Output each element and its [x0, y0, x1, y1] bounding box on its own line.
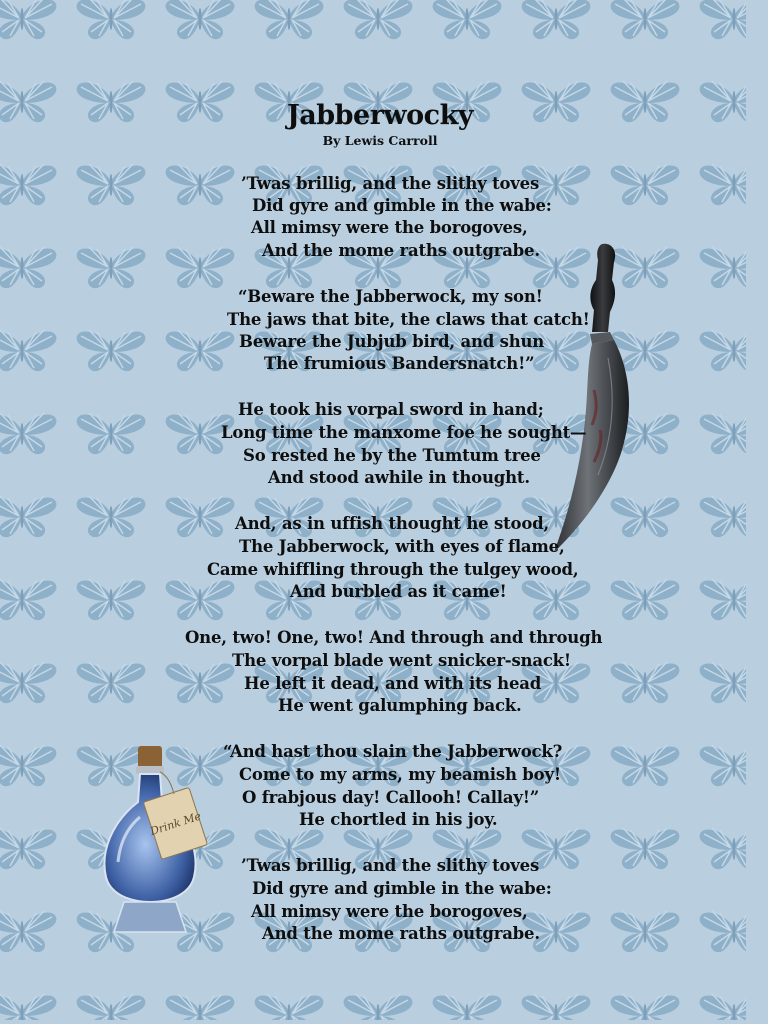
poem-line: He left it dead, and with its head — [244, 674, 542, 693]
poem-line: So rested he by the Tumtum tree — [243, 446, 541, 465]
poem-line: One, two! One, two! And through and through — [185, 628, 603, 647]
poem-line: All mimsy were the borogoves, — [251, 902, 528, 921]
poem-line: “Beware the Jabberwock, my son! — [238, 287, 543, 306]
poem-line: ’Twas brillig, and the slithy toves — [241, 856, 540, 875]
poem-line: O frabjous day! Callooh! Callay!” — [242, 788, 540, 807]
poem-line: He took his vorpal sword in hand; — [238, 400, 544, 419]
poem-line: He chortled in his joy. — [299, 810, 498, 829]
poem-line: Came whiffling through the tulgey wood, — [207, 560, 579, 579]
poem-line: Beware the Jubjub bird, and shun — [239, 332, 545, 351]
poem-line: Long time the manxome foe he sought— — [221, 423, 587, 442]
poem-line: ’Twas brillig, and the slithy toves — [241, 174, 540, 193]
poem-line: The jaws that bite, the claws that catch! — [227, 310, 590, 329]
bottle-tag-label: Drink Me — [148, 809, 203, 839]
poem-line: “And hast thou slain the Jabberwock? — [223, 742, 563, 761]
poem-line: And the mome raths outgrabe. — [262, 924, 540, 943]
poem-line: He went galumphing back. — [278, 696, 522, 715]
poem-title: Jabberwocky — [286, 100, 474, 131]
poem-line: The frumious Bandersnatch!” — [264, 354, 535, 373]
poem-line: Come to my arms, my beamish boy! — [239, 765, 561, 784]
poem-line: And burbled as it came! — [290, 582, 507, 601]
poem-line: And the mome raths outgrabe. — [262, 241, 540, 260]
poem-line: Did gyre and gimble in the wabe: — [252, 879, 552, 898]
poem-line: And, as in uffish thought he stood, — [235, 514, 550, 533]
poem-byline: By Lewis Carroll — [322, 133, 438, 148]
poem-line: Did gyre and gimble in the wabe: — [252, 196, 552, 215]
poem-line: And stood awhile in thought. — [268, 468, 530, 487]
poem-line: The Jabberwock, with eyes of flame, — [239, 537, 565, 556]
poem-line: The vorpal blade went snicker-snack! — [232, 651, 571, 670]
poem-line: All mimsy were the borogoves, — [251, 218, 528, 237]
